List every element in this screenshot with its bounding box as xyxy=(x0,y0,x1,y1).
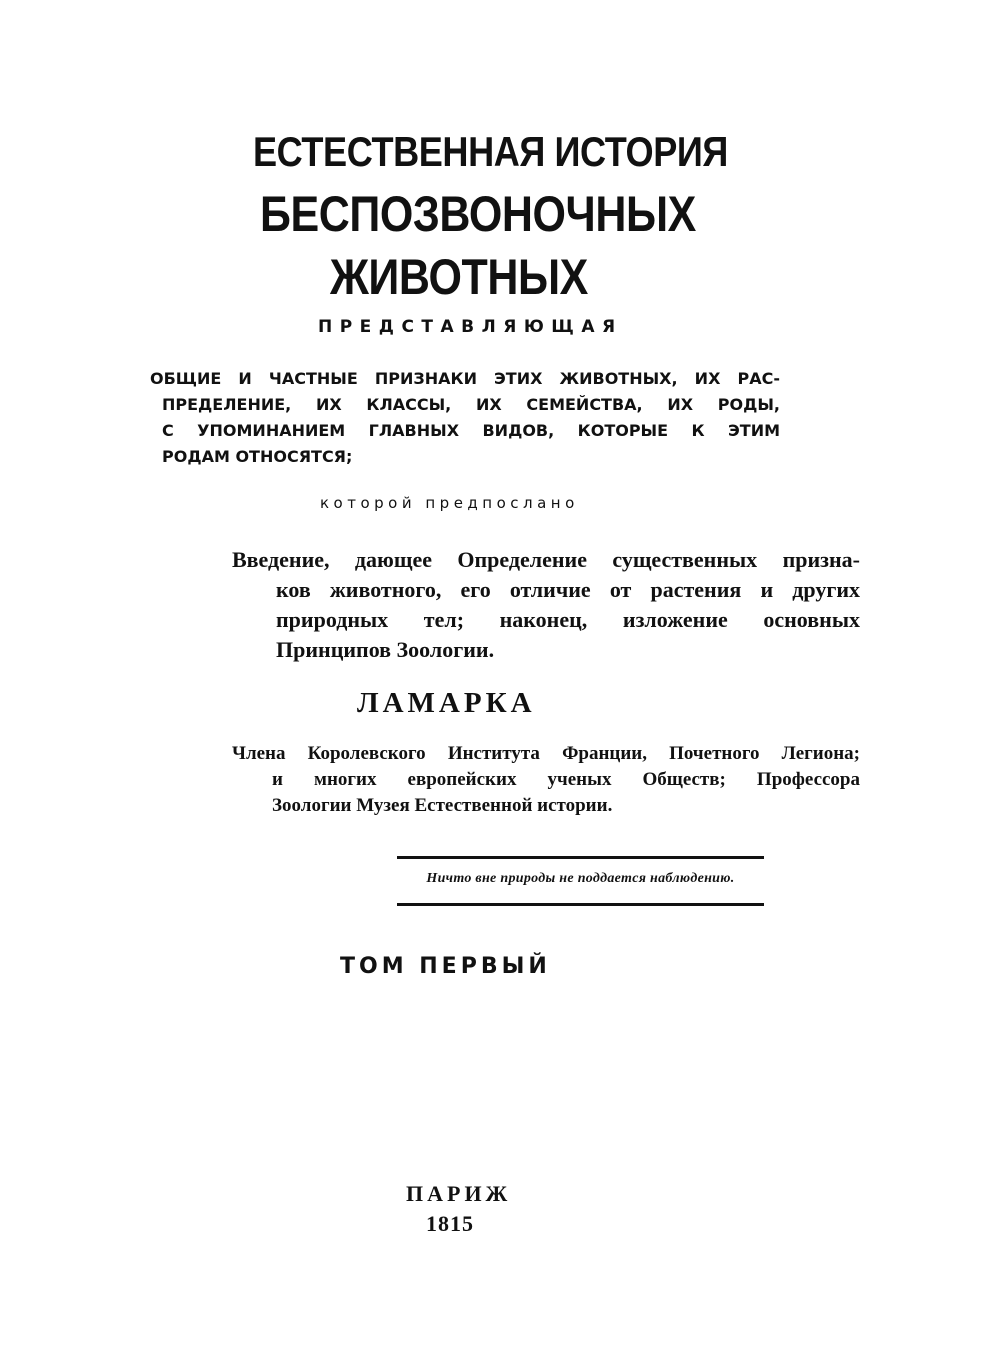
book-title-line-2: БЕСПОЗВОНОЧНЫХ xyxy=(260,186,696,242)
subtitle-description xyxy=(150,366,780,470)
subtitle-line: С УПОМИНАНИЕМ ГЛАВНЫХ ВИДОВ, КОТОРЫЕ К ЭТИМ xyxy=(162,421,780,440)
subtitle-line: ПРЕДЕЛЕНИЕ, ИХ КЛАССЫ, ИХ СЕМЕЙСТВА, ИХ РОДЫ, xyxy=(162,395,780,414)
author-title-line: Зоологии Музея Естественной истории. xyxy=(272,795,613,816)
author-title-line: Члена Королевского Института Франции, Почетного Легиона; xyxy=(232,743,860,764)
introduction-line: природных тел; наконец, изложение основных xyxy=(276,607,860,632)
subtitle-presents: ПРЕДСТАВЛЯЮЩАЯ xyxy=(318,317,623,337)
introduction-line: Принципов Зоологии. xyxy=(276,637,495,662)
introduction-line: ков животного, его отличие от растения и других xyxy=(276,577,860,602)
imprint-year: 1815 xyxy=(426,1211,474,1236)
author-titles xyxy=(232,741,860,819)
book-title-line-1: ЕСТЕСТВЕННАЯ ИСТОРИЯ xyxy=(253,128,728,175)
imprint-city: ПАРИЖ xyxy=(406,1181,512,1206)
author-title-line: и многих европейских ученых Обществ; Профессора xyxy=(272,769,860,790)
introduction-paragraph xyxy=(232,545,860,665)
epigraph-top-rule xyxy=(397,856,764,859)
author-name: ЛАМАРКА xyxy=(357,687,536,719)
epigraph-bottom-rule xyxy=(397,903,764,906)
volume-label: ТОМ ПЕРВЫЙ xyxy=(340,954,551,979)
book-title-line-3: ЖИВОТНЫХ xyxy=(330,249,588,305)
subtitle-line: РОДАМ ОТНОСЯТСЯ; xyxy=(162,447,353,466)
subtitle-prefaced: которой предпослано xyxy=(320,494,579,512)
subtitle-line: ОБЩИЕ И ЧАСТНЫЕ ПРИЗНАКИ ЭТИХ ЖИВОТНЫХ, ИХ РАС- xyxy=(150,369,780,388)
epigraph: Ничто вне природы не поддается наблюдению. xyxy=(426,871,735,886)
introduction-line: Введение, дающее Определение существенных призна- xyxy=(232,547,860,572)
